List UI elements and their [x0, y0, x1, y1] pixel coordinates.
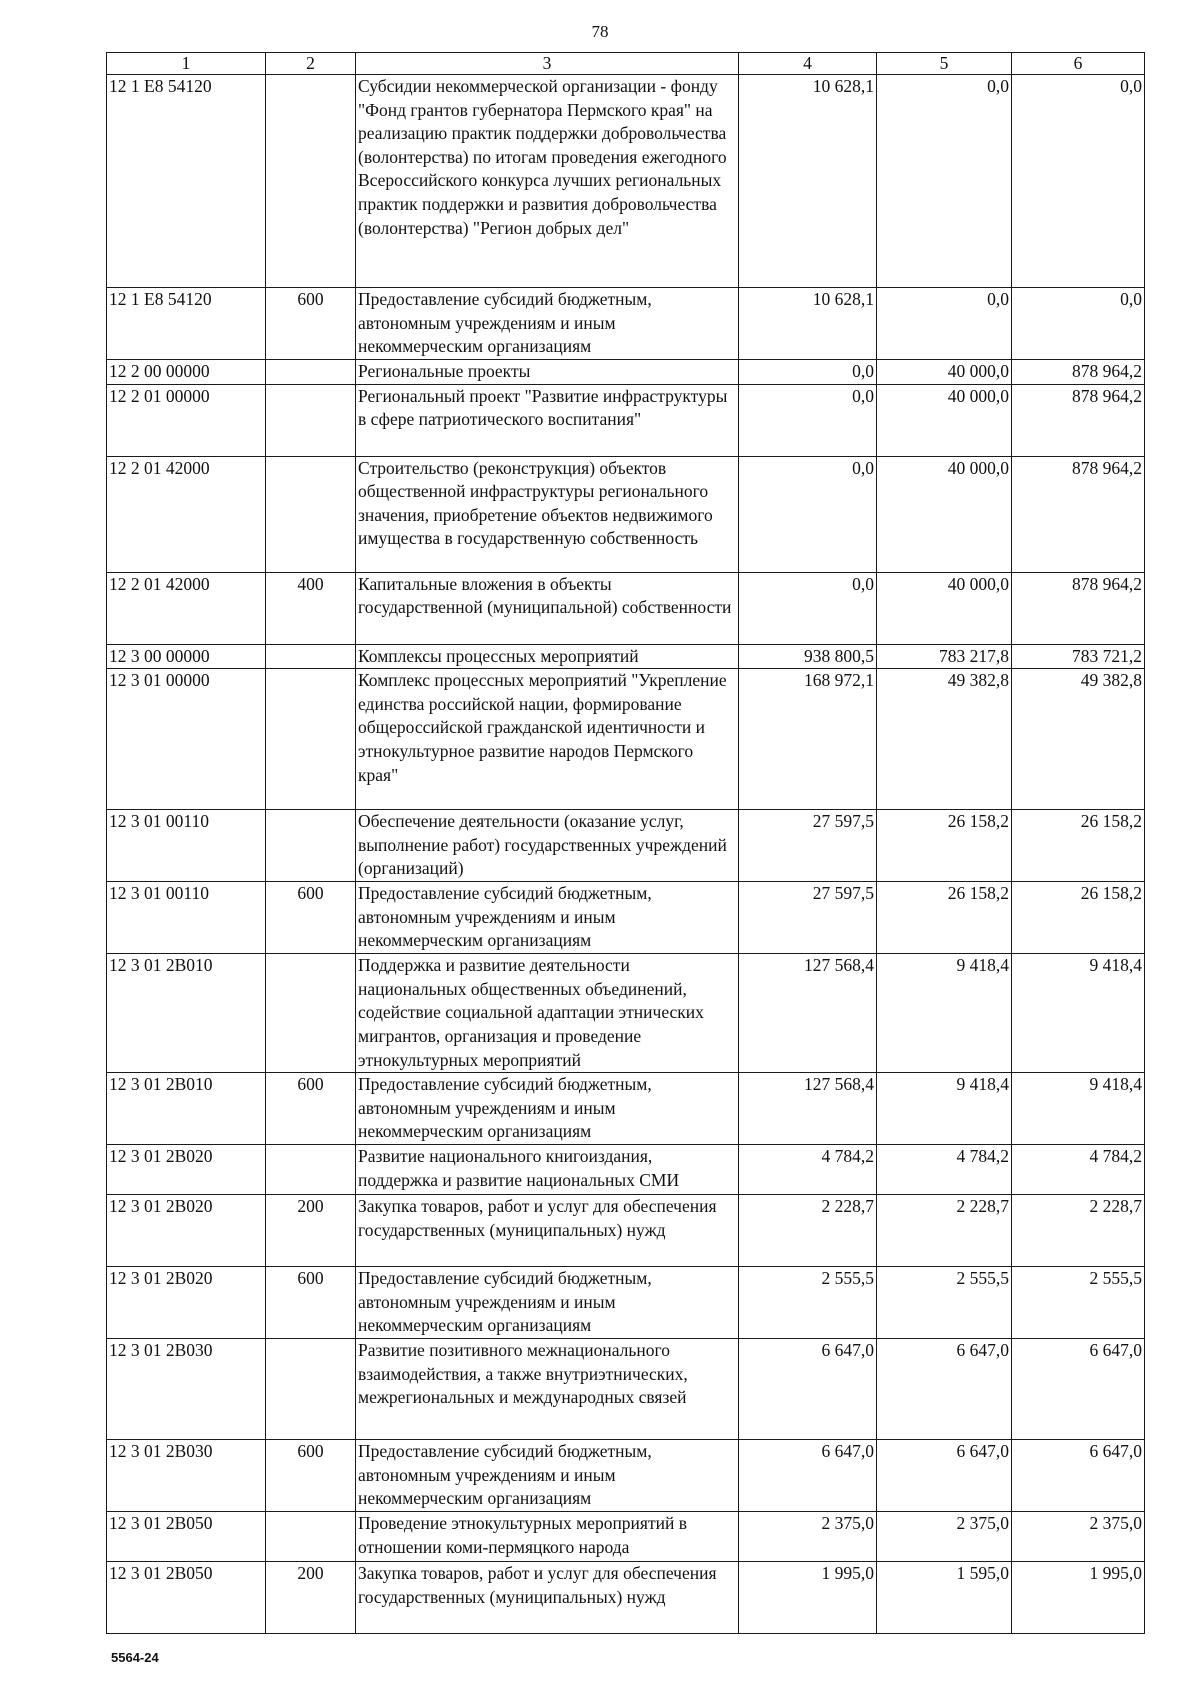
- expense-type-code: [266, 75, 356, 288]
- amount-col6: 878 964,2: [1012, 360, 1145, 385]
- document-code: 5564-24: [111, 1650, 159, 1665]
- amount-col5: 2 228,7: [877, 1195, 1012, 1267]
- classification-code: 12 3 01 2В050: [107, 1562, 266, 1634]
- amount-col6: 878 964,2: [1012, 456, 1145, 572]
- expense-type-code: [266, 1512, 356, 1562]
- column-header: 1: [107, 53, 266, 75]
- amount-col6: 2 375,0: [1012, 1512, 1145, 1562]
- amount-col4: 10 628,1: [739, 288, 877, 360]
- expense-type-code: 200: [266, 1562, 356, 1634]
- item-name: Предоставление субсидий бюджетным, автономным учреждениям и иным некоммерческим организациям: [356, 1267, 739, 1339]
- expense-type-code: 600: [266, 1267, 356, 1339]
- column-header: 2: [266, 53, 356, 75]
- amount-col5: 6 647,0: [877, 1339, 1012, 1440]
- amount-col4: 127 568,4: [739, 1073, 877, 1145]
- amount-col5: 2 375,0: [877, 1512, 1012, 1562]
- table-row: [107, 1195, 1145, 1267]
- expense-type-code: [266, 1145, 356, 1195]
- item-name: Предоставление субсидий бюджетным, автономным учреждениям и иным некоммерческим организациям: [356, 288, 739, 360]
- amount-col6: 0,0: [1012, 288, 1145, 360]
- amount-col4: 10 628,1: [739, 75, 877, 288]
- amount-col4: 168 972,1: [739, 669, 877, 810]
- amount-col4: 0,0: [739, 456, 877, 572]
- classification-code: 12 3 01 2В010: [107, 1073, 266, 1145]
- amount-col6: 0,0: [1012, 75, 1145, 288]
- classification-code: 12 2 01 42000: [107, 572, 266, 644]
- expense-type-code: [266, 954, 356, 1073]
- page-number: 78: [591, 22, 609, 41]
- amount-col5: 40 000,0: [877, 456, 1012, 572]
- table-row: [107, 360, 1145, 385]
- item-name: Закупка товаров, работ и услуг для обеспечения государственных (муниципальных) нужд: [356, 1195, 739, 1267]
- classification-code: 12 3 01 2В030: [107, 1440, 266, 1512]
- table-row: [107, 1267, 1145, 1339]
- expense-type-code: [266, 669, 356, 810]
- amount-col6: 6 647,0: [1012, 1440, 1145, 1512]
- amount-col4: 1 995,0: [739, 1562, 877, 1634]
- expense-type-code: [266, 360, 356, 385]
- expense-type-code: [266, 1339, 356, 1440]
- table-row: [107, 456, 1145, 572]
- classification-code: 12 3 00 00000: [107, 644, 266, 669]
- item-name: Развитие национального книгоиздания, поддержка и развитие национальных СМИ: [356, 1145, 739, 1195]
- table-row: [107, 288, 1145, 360]
- amount-col6: 2 555,5: [1012, 1267, 1145, 1339]
- amount-col5: 40 000,0: [877, 572, 1012, 644]
- classification-code: 12 3 01 2В020: [107, 1145, 266, 1195]
- amount-col6: 878 964,2: [1012, 384, 1145, 456]
- classification-code: 12 2 01 42000: [107, 456, 266, 572]
- item-name: Предоставление субсидий бюджетным, автономным учреждениям и иным некоммерческим организациям: [356, 1073, 739, 1145]
- item-name: Комплекс процессных мероприятий "Укрепление единства российской нации, формирование общероссийской гражданской идентичности и этнокультурное развитие народов Пермского края": [356, 669, 739, 810]
- amount-col4: 27 597,5: [739, 882, 877, 954]
- item-name: Строительство (реконструкция) объектов общественной инфраструктуры регионального значения, приобретение объектов недвижимого имущества в государственную собственность: [356, 456, 739, 572]
- table-row: [107, 1562, 1145, 1634]
- item-name: Поддержка и развитие деятельности национальных общественных объединений, содействие социальной адаптации этнических мигрантов, организация и проведение этнокультурных мероприятий: [356, 954, 739, 1073]
- item-name: Капитальные вложения в объекты государственной (муниципальной) собственности: [356, 572, 739, 644]
- amount-col6: 26 158,2: [1012, 882, 1145, 954]
- item-name: Комплексы процессных мероприятий: [356, 644, 739, 669]
- amount-col4: 6 647,0: [739, 1440, 877, 1512]
- amount-col5: 6 647,0: [877, 1440, 1012, 1512]
- table-row: [107, 1440, 1145, 1512]
- column-header: 5: [877, 53, 1012, 75]
- amount-col6: 2 228,7: [1012, 1195, 1145, 1267]
- amount-col5: 26 158,2: [877, 810, 1012, 882]
- amount-col6: 4 784,2: [1012, 1145, 1145, 1195]
- amount-col5: 9 418,4: [877, 1073, 1012, 1145]
- classification-code: 12 3 01 00110: [107, 882, 266, 954]
- amount-col4: 0,0: [739, 572, 877, 644]
- amount-col5: 783 217,8: [877, 644, 1012, 669]
- item-name: Предоставление субсидий бюджетным, автономным учреждениям и иным некоммерческим организациям: [356, 1440, 739, 1512]
- column-header: 6: [1012, 53, 1145, 75]
- column-header: 4: [739, 53, 877, 75]
- table-row: [107, 954, 1145, 1073]
- budget-table: [106, 52, 1145, 1634]
- expense-type-code: [266, 810, 356, 882]
- amount-col6: 783 721,2: [1012, 644, 1145, 669]
- expense-type-code: 600: [266, 1073, 356, 1145]
- expense-type-code: 400: [266, 572, 356, 644]
- item-name: Региональный проект "Развитие инфраструктуры в сфере патриотического воспитания": [356, 384, 739, 456]
- amount-col5: 1 595,0: [877, 1562, 1012, 1634]
- expense-type-code: 600: [266, 288, 356, 360]
- item-name: Проведение этнокультурных мероприятий в отношении коми-пермяцкого народа: [356, 1512, 739, 1562]
- amount-col6: 6 647,0: [1012, 1339, 1145, 1440]
- classification-code: 12 3 01 2В010: [107, 954, 266, 1073]
- amount-col4: 127 568,4: [739, 954, 877, 1073]
- item-name: Предоставление субсидий бюджетным, автономным учреждениям и иным некоммерческим организациям: [356, 882, 739, 954]
- expense-type-code: [266, 644, 356, 669]
- amount-col5: 40 000,0: [877, 360, 1012, 385]
- table-row: [107, 669, 1145, 810]
- item-name: Закупка товаров, работ и услуг для обеспечения государственных (муниципальных) нужд: [356, 1562, 739, 1634]
- classification-code: 12 2 00 00000: [107, 360, 266, 385]
- column-header: 3: [356, 53, 739, 75]
- expense-type-code: 200: [266, 1195, 356, 1267]
- item-name: Субсидии некоммерческой организации - фонду "Фонд грантов губернатора Пермского края" на реализацию практик поддержки добровольчества (волонтерства) по итогам проведения ежегодного Всероссийского конкурса лучших региональных практик поддержки и развития добровольчества (волонтерства) "Регион добрых дел": [356, 75, 739, 288]
- amount-col4: 2 228,7: [739, 1195, 877, 1267]
- amount-col6: 9 418,4: [1012, 954, 1145, 1073]
- expense-type-code: [266, 456, 356, 572]
- amount-col4: 0,0: [739, 384, 877, 456]
- expense-type-code: 600: [266, 882, 356, 954]
- amount-col4: 0,0: [739, 360, 877, 385]
- table-row: [107, 644, 1145, 669]
- item-name: Развитие позитивного межнационального взаимодействия, а также внутриэтнических, межрегиональных и международных связей: [356, 1339, 739, 1440]
- classification-code: 12 3 01 2В030: [107, 1339, 266, 1440]
- expense-type-code: [266, 384, 356, 456]
- amount-col5: 26 158,2: [877, 882, 1012, 954]
- item-name: Обеспечение деятельности (оказание услуг, выполнение работ) государственных учреждений (организаций): [356, 810, 739, 882]
- table-row: [107, 1339, 1145, 1440]
- classification-code: 12 1 E8 54120: [107, 75, 266, 288]
- classification-code: 12 1 E8 54120: [107, 288, 266, 360]
- table-row: [107, 1145, 1145, 1195]
- amount-col6: 1 995,0: [1012, 1562, 1145, 1634]
- amount-col5: 40 000,0: [877, 384, 1012, 456]
- classification-code: 12 2 01 00000: [107, 384, 266, 456]
- amount-col6: 49 382,8: [1012, 669, 1145, 810]
- classification-code: 12 3 01 2В020: [107, 1195, 266, 1267]
- amount-col5: 2 555,5: [877, 1267, 1012, 1339]
- amount-col6: 26 158,2: [1012, 810, 1145, 882]
- amount-col4: 27 597,5: [739, 810, 877, 882]
- amount-col6: 9 418,4: [1012, 1073, 1145, 1145]
- expense-type-code: 600: [266, 1440, 356, 1512]
- table-row: [107, 810, 1145, 882]
- amount-col4: 2 555,5: [739, 1267, 877, 1339]
- classification-code: 12 3 01 2В050: [107, 1512, 266, 1562]
- amount-col4: 4 784,2: [739, 1145, 877, 1195]
- amount-col5: 4 784,2: [877, 1145, 1012, 1195]
- amount-col4: 938 800,5: [739, 644, 877, 669]
- table-row: [107, 1512, 1145, 1562]
- classification-code: 12 3 01 00110: [107, 810, 266, 882]
- amount-col4: 6 647,0: [739, 1339, 877, 1440]
- table-row: [107, 882, 1145, 954]
- amount-col6: 878 964,2: [1012, 572, 1145, 644]
- classification-code: 12 3 01 00000: [107, 669, 266, 810]
- table-row: [107, 75, 1145, 288]
- header-row: [107, 53, 1145, 75]
- table-row: [107, 1073, 1145, 1145]
- item-name: Региональные проекты: [356, 360, 739, 385]
- amount-col5: 0,0: [877, 75, 1012, 288]
- amount-col5: 9 418,4: [877, 954, 1012, 1073]
- table-row: [107, 384, 1145, 456]
- table-row: [107, 572, 1145, 644]
- amount-col5: 0,0: [877, 288, 1012, 360]
- amount-col4: 2 375,0: [739, 1512, 877, 1562]
- classification-code: 12 3 01 2В020: [107, 1267, 266, 1339]
- amount-col5: 49 382,8: [877, 669, 1012, 810]
